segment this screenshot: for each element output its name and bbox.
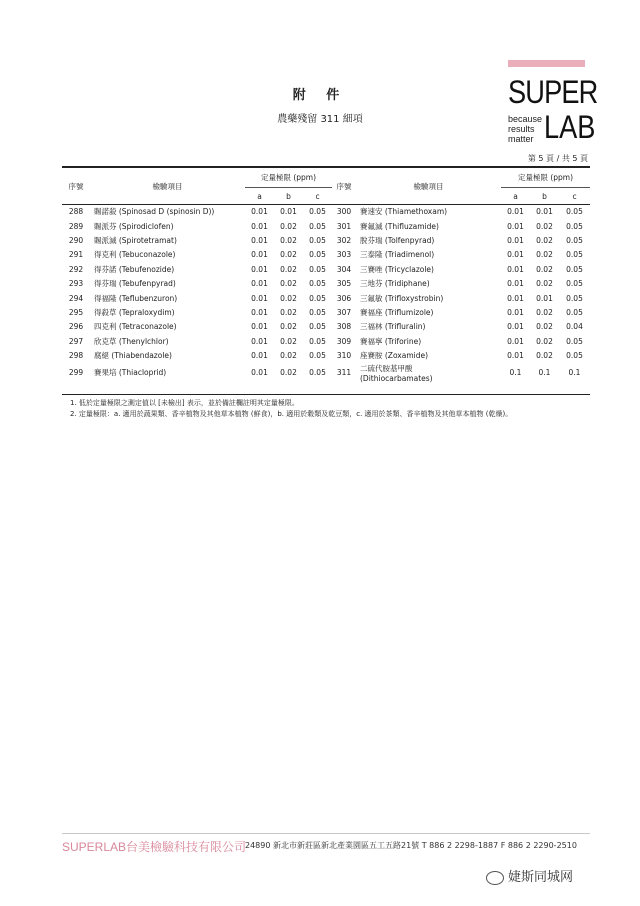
footer-address: 24890 新北市新莊區新北產業園區五工五路21號 T 886 2 2298-1887 F 886 2 2290-2510 [245,841,577,850]
header-a: a [257,191,262,201]
footer [62,838,590,855]
item-name: 賽福座 (Triflumizole) [360,307,434,317]
table-row [62,205,590,219]
item-name: 三泰隆 (Triadimenol) [360,250,435,260]
row-number: 294 [68,293,84,303]
row-number: 306 [336,293,352,303]
item-name: 賽福寧 (Triforine) [360,336,422,346]
limit-c: 0.04 [566,322,583,332]
item-name: 脫芬瑞 (Tolfenpyrad) [360,235,435,245]
limit-c: 0.05 [309,279,326,289]
header-c: c [315,191,320,201]
logo-super-text: SUPER [508,74,598,110]
logo-tagline-line: matter [508,134,534,144]
limit-c: 0.05 [566,307,583,317]
limit-c: 0.05 [309,322,326,332]
limit-b: 0.02 [280,351,297,361]
limit-b: 0.02 [280,264,297,274]
row-number: 295 [68,307,84,317]
limit-b: 0.02 [536,351,553,361]
limit-a: 0.01 [251,235,268,245]
item-name: 三氟敏 (Trifloxystrobin) [360,293,444,303]
limit-a: 0.01 [507,207,524,217]
limit-b: 0.02 [280,368,297,378]
row-number: 308 [336,322,352,332]
row-number: 296 [68,322,84,332]
limit-a: 0.01 [251,307,268,317]
row-number: 297 [68,336,84,346]
limit-a: 0.01 [507,264,524,274]
limit-c: 0.05 [309,250,326,260]
page-number: 第 5 頁 / 共 5 頁 [527,154,588,163]
header-limit: 定量極限 (ppm) [245,168,332,188]
limit-a: 0.01 [507,221,524,231]
pesticide-table [62,168,590,383]
limit-c: 0.05 [309,368,326,378]
row-number: 290 [68,235,84,245]
limit-c: 0.05 [566,221,583,231]
logo-tagline-line: because [508,114,543,124]
item-name: 四克利 (Tetraconazole) [94,322,177,332]
row-number: 301 [336,221,352,231]
limit-c: 0.05 [566,250,583,260]
item-name: 賽氟滅 (Thifluzamide) [360,221,439,231]
table-row [62,363,590,383]
note-line: 2. 定量極限：a. 適用於蔬果類、香辛植物及其他草本植物 (鮮食)，b. 適用於穀類及乾豆類，c. 適用於茶類、香辛植物及其他草本植物 (乾燥)。 [70,410,513,418]
row-number: 303 [336,250,352,260]
item-name: 三地芬 (Tridiphane) [360,279,430,289]
row-number: 304 [336,264,352,274]
limit-b: 0.02 [280,293,297,303]
header-b: b [286,191,291,201]
limit-a: 0.01 [251,207,268,217]
table-row [62,305,590,319]
limit-b: 0.02 [536,250,553,260]
limit-a: 0.01 [507,235,524,245]
item-name: 欣克草 (Thenylchlor) [94,336,169,346]
table-row [62,233,590,247]
footer-brand: SUPERLAB台美檢驗科技有限公司 [62,840,247,854]
row-number: 289 [68,221,84,231]
limit-b: 0.02 [536,264,553,274]
table-row [62,276,590,290]
row-number: 293 [68,279,84,289]
limit-a: 0.01 [251,368,268,378]
row-number: 300 [336,207,352,217]
limit-b: 0.02 [536,336,553,346]
table-row [62,219,590,233]
limit-a: 0.01 [251,279,268,289]
item-name: 得克利 (Tebuconazole) [94,250,176,260]
limit-a: 0.01 [507,322,524,332]
item-name: 賜諾殺 (Spinosad D (spinosin D)) [94,207,215,217]
limit-b: 0.02 [280,235,297,245]
limit-b: 0.02 [280,336,297,346]
limit-c: 0.05 [309,351,326,361]
row-number: 291 [68,250,84,260]
row-number: 307 [336,307,352,317]
limit-b: 0.01 [536,207,553,217]
item-name: 賽果培 (Thiacloprid) [94,368,167,378]
limit-a: 0.1 [509,368,522,378]
limit-b: 0.02 [280,221,297,231]
page-title: 附 件 [292,88,348,103]
limit-a: 0.01 [507,250,524,260]
limit-c: 0.05 [566,207,583,217]
limit-a: 0.01 [251,322,268,332]
item-name: 座賽胺 (Zoxamide) [360,351,429,361]
limit-c: 0.1 [568,368,581,378]
limit-c: 0.05 [309,264,326,274]
logo-lab-text: LAB [544,109,596,145]
item-name: 賽速安 (Thiamethoxam) [360,207,448,217]
limit-a: 0.01 [251,221,268,231]
notes [70,398,512,420]
limit-a: 0.01 [251,351,268,361]
row-number: 288 [68,207,84,217]
row-number: 298 [68,351,84,361]
header-a: a [513,191,518,201]
limit-b: 0.02 [536,279,553,289]
limit-c: 0.05 [566,293,583,303]
header-seq: 序號 [336,181,352,191]
table-body [62,205,590,383]
limit-a: 0.01 [251,264,268,274]
item-name: 得殺草 (Tepraloxydim) [94,307,175,317]
header-b: b [542,191,547,201]
limit-b: 0.1 [538,368,551,378]
limit-b: 0.02 [536,322,553,332]
table-row [62,262,590,276]
table-row [62,334,590,348]
limit-a: 0.01 [507,307,524,317]
limit-a: 0.01 [507,351,524,361]
limit-b: 0.01 [280,207,297,217]
limit-c: 0.05 [309,336,326,346]
item-name-line: (Dithiocarbamates) [360,373,433,383]
limit-c: 0.05 [309,307,326,317]
row-number: 299 [68,368,84,378]
item-name: 得福隆 (Teflubenzuron) [94,293,178,303]
watermark-text: 婕斯同城网 [508,870,574,885]
header-item: 檢驗項目 [152,181,183,191]
logo-tagline-line: results [508,124,535,134]
table-row [62,291,590,305]
limit-b: 0.02 [536,307,553,317]
limit-c: 0.05 [309,235,326,245]
table-row [62,348,590,362]
limit-b: 0.02 [280,322,297,332]
limit-c: 0.05 [566,235,583,245]
header-c: c [572,191,577,201]
limit-b: 0.02 [280,250,297,260]
item-name: 腐絕 (Thiabendazole) [94,351,172,361]
limit-a: 0.01 [507,336,524,346]
limit-b: 0.02 [536,221,553,231]
item-name [356,363,501,383]
limit-c: 0.05 [566,264,583,274]
limit-a: 0.01 [251,336,268,346]
row-number: 302 [336,235,352,245]
header-limit: 定量極限 (ppm) [501,168,590,188]
table-row [62,248,590,262]
limit-b: 0.02 [280,279,297,289]
row-number: 309 [336,336,352,346]
table-row [62,320,590,334]
limit-b: 0.01 [536,293,553,303]
row-number: 292 [68,264,84,274]
row-number: 310 [336,351,352,361]
limit-c: 0.05 [566,351,583,361]
page-subtitle: 農藥殘留 311 細項 [277,114,363,125]
limit-a: 0.01 [507,293,524,303]
limit-a: 0.01 [507,279,524,289]
limit-a: 0.01 [251,250,268,260]
header-seq: 序號 [68,181,84,191]
limit-b: 0.02 [536,235,553,245]
brand-accent-bar [508,60,585,67]
watermark [486,866,573,885]
item-name: 得芬瑞 (Tebufenpyrad) [94,279,176,289]
header-item: 檢驗項目 [413,181,444,191]
limit-b: 0.02 [280,307,297,317]
footer-divider [62,833,590,834]
item-name: 得芬諾 (Tebufenozide) [94,264,175,274]
limit-c: 0.05 [309,221,326,231]
limit-c: 0.05 [309,207,326,217]
row-number: 305 [336,279,352,289]
item-name: 賜派滅 (Spirotetramat) [94,235,177,245]
limit-c: 0.05 [309,293,326,303]
table-bottom-rule [62,394,590,395]
limit-c: 0.05 [566,336,583,346]
row-number: 311 [336,368,352,378]
item-name: 三福林 (Trifluralin) [360,322,426,332]
item-name: 三賽唑 (Tricyclazole) [360,264,434,274]
item-name-line: 二硫代胺基甲酸 [360,363,413,373]
limit-a: 0.01 [251,293,268,303]
limit-c: 0.05 [566,279,583,289]
item-name: 賜派芬 (Spirodiclofen) [94,221,174,231]
note-line: 1. 低於定量極限之測定值以 [未檢出] 表示，並於備註欄註明其定量極限。 [70,399,299,407]
wechat-icon [486,871,504,885]
